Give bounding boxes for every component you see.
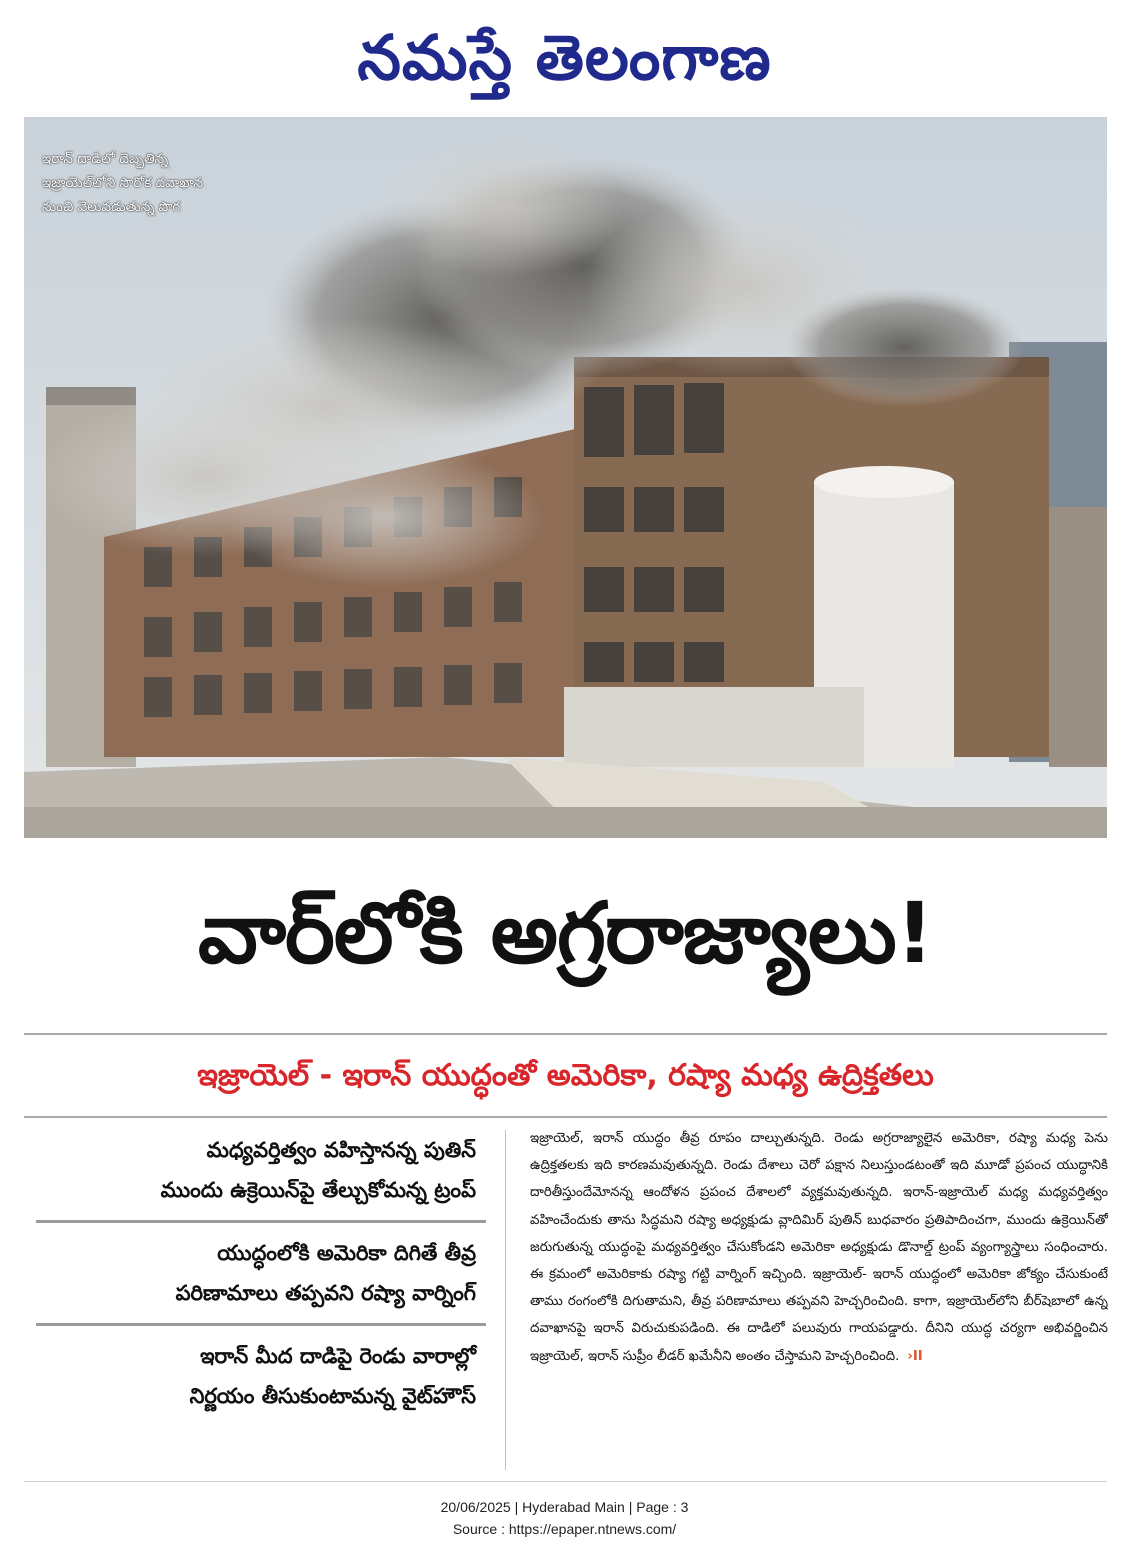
highlight-line: ముందు ఉక్రెయిన్‌పై తేల్చుకోమన్న ట్రంప్: [160, 1178, 476, 1202]
footer-source-line: Source : https://epaper.ntnews.com/: [452, 1521, 677, 1537]
highlight-line: పరిణామాలు తప్పవని రష్యా వార్నింగ్: [175, 1281, 476, 1305]
newspaper-masthead: నమస్తే తెలంగాణ: [357, 21, 772, 94]
highlight-line: ఇరాన్ మీద దాడిపై రెండు వారాల్లో: [200, 1344, 476, 1368]
photo-caption-line: ఇజ్రాయెల్‌లోని సొరోక దవాఖాన: [42, 175, 203, 191]
subheadline-divider: [24, 1116, 1107, 1118]
main-headline: వార్‌లోకి అగ్రరాజ్యాలు!: [198, 884, 933, 982]
highlight-line: యుద్ధంలోకి అమెరికా దిగితే తీవ్ర: [217, 1241, 476, 1265]
photo-caption-line: ఇరాన్ దాడిలో దెబ్బతిన్న: [42, 151, 169, 167]
headline-divider: [24, 1033, 1107, 1035]
page-footer: [0, 1496, 1129, 1540]
highlight-line: నిర్ణయం తీసుకుంటామన్న వైట్‌హౌస్: [189, 1384, 476, 1408]
highlight-line: మధ్యవర్తిత్వం వహిస్తానన్న పుతిన్: [206, 1138, 476, 1162]
highlight-item: [36, 1233, 486, 1313]
footer-divider: [24, 1481, 1107, 1482]
highlight-divider: [36, 1323, 486, 1326]
article-body: [530, 1125, 1108, 1477]
column-divider: [505, 1130, 506, 1470]
highlight-item: [36, 1336, 486, 1416]
article-text: ఇజ్రాయెల్, ఇరాన్ యుద్ధం తీవ్ర రూపం దాల్చుతున్నది. రెండు అగ్రరాజ్యాలైన అమెరికా, రష్యా మధ్య పెను ఉద్రిక్తతలకు ఇది కారణమవుతున్నది. రెండు దేశాలు చెరో పక్షాన నిలుస్తుండటంతో ఇది మూడో ప్రపంచ యుద్ధానికి దారితీస్తుందేమోనన్న ఆందోళన ప్రపంచ దేశాలలో వ్యక్తమవుతున్నది. ఇరాన్-ఇజ్రాయెల్ మధ్య మధ్యవర్తిత్వం వహించేందుకు తాను సిద్ధమని రష్యా అధ్యక్షుడు వ్లాదిమిర్ పుతిన్ బుధవారం ప్రతిపాదించగా, ముందు ఉక్రెయిన్‌తో జరుగుతున్న యుద్ధంపై మధ్యవర్తిత్వం చేసుకోండని అమెరికా అధ్యక్షుడు డొనాల్డ్ ట్రంప్ వ్యంగ్యాస్త్రాలు సంధించారు. ఈ క్రమంలో అమెరికాకు రష్యా గట్టి వార్నింగ్ ఇచ్చింది. ఇజ్రాయెల్- ఇరాన్ యుద్ధంలో అమెరికా జోక్యం చేసుకుంటే తాము రంగంలోకి దిగుతామని, తీవ్ర పరిణామాలు తప్పవని హెచ్చరించింది. కాగా, ఇజ్రాయెల్‌లోని బీర్‌షెబాలో ఉన్న దవాఖానపై ఇరాన్ విరుచుకుపడింది. ఈ దాడిలో పలువురు గాయపడ్డారు. దీనిని యుద్ధ చర్యగా అభివర్ణించిన ఇజ్రాయెల్, ఇరాన్ సుప్రీం లీడర్ ఖమేనీని అంతం చేస్తామని హెచ్చరించింది.: [530, 1131, 1108, 1364]
continue-marker-icon: ›II: [907, 1348, 923, 1364]
news-photo: [24, 117, 1107, 838]
highlights-column: [36, 1130, 486, 1470]
highlight-item: [36, 1130, 486, 1210]
highlight-divider: [36, 1220, 486, 1223]
footer-edition-line: 20/06/2025 | Hyderabad Main | Page : 3: [440, 1499, 689, 1515]
hospital-fire-illustration: [24, 117, 1107, 838]
photo-caption-line: నుంచి వెలువడుతున్న పొగ: [42, 199, 181, 215]
photo-caption: [42, 147, 302, 219]
sub-headline: ఇజ్రాయెల్ - ఇరాన్ యుద్ధంతో అమెరికా, రష్యా మధ్య ఉద్రిక్తతలు: [197, 1058, 934, 1093]
